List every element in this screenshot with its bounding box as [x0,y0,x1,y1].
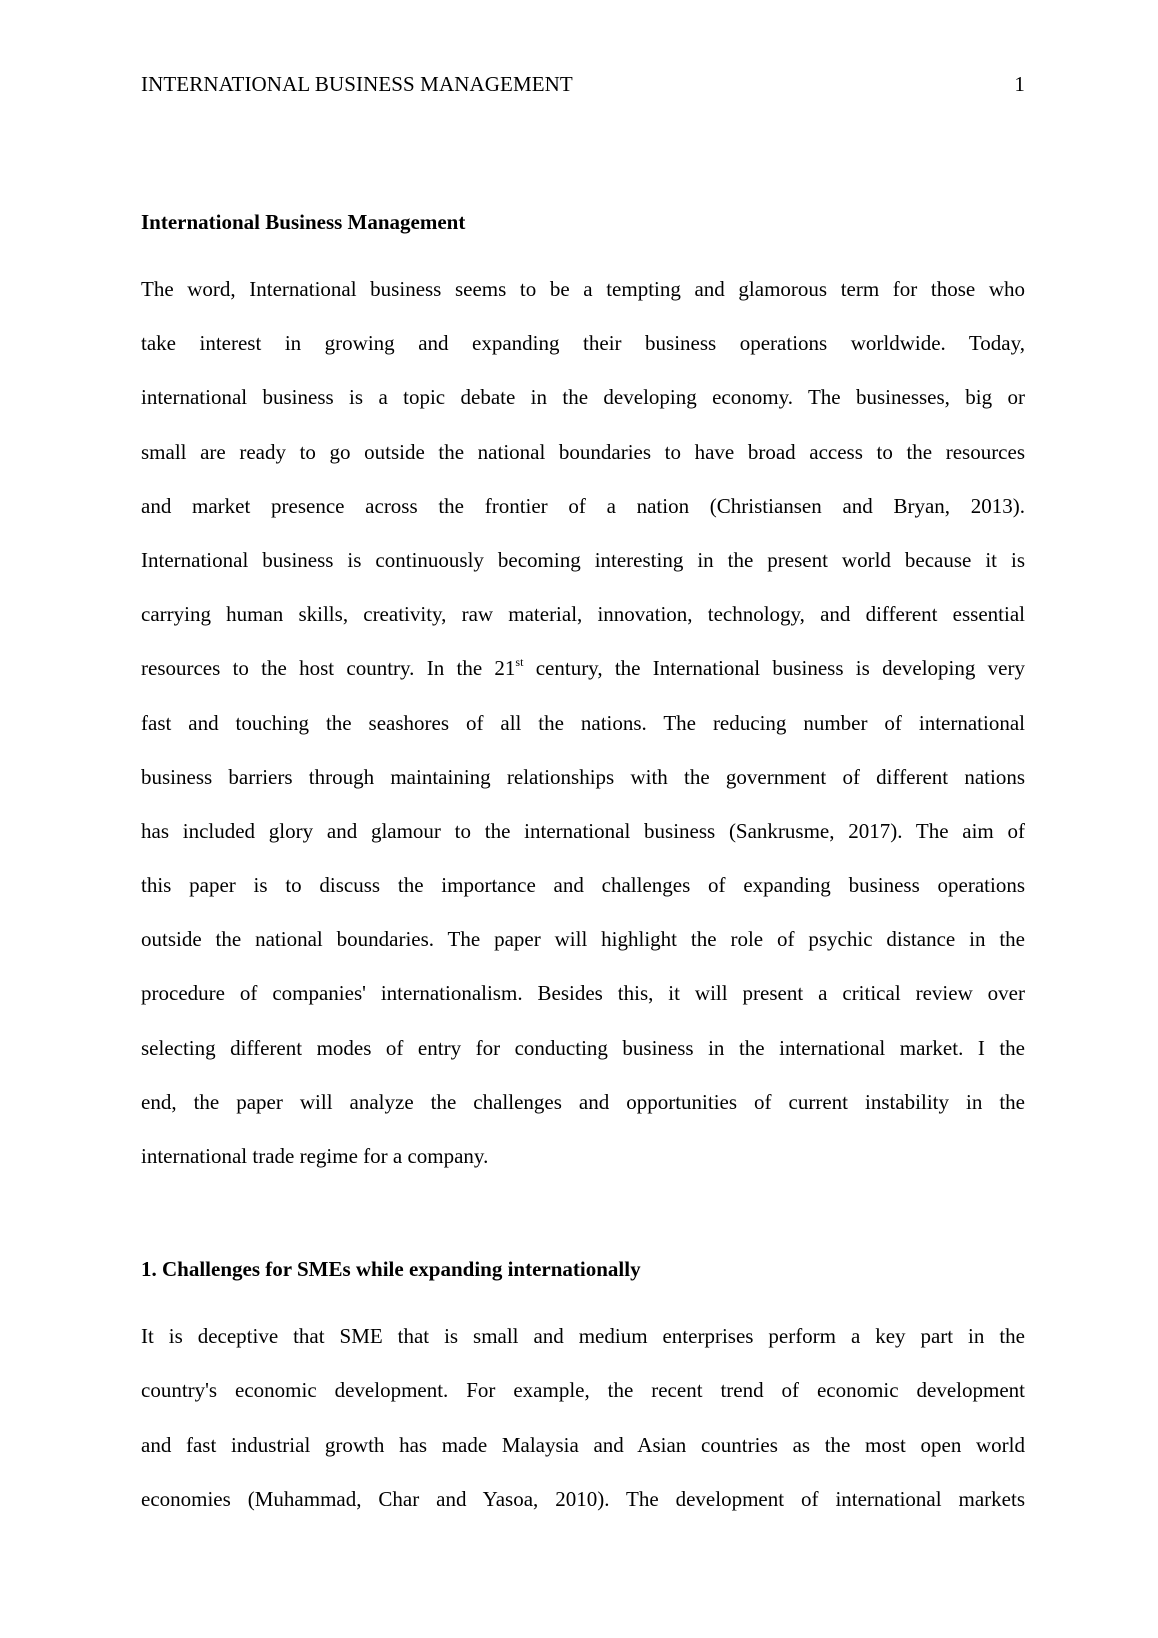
section-heading-introduction: International Business Management [141,210,466,234]
text-fragment: century, the International business is developing very [523,656,1025,681]
text-line: outside the national boundaries. The paper will highlight the role of psychic distance in the [141,927,1025,952]
text-fragment: resources to the host country. In the 21 [141,656,516,681]
running-header [141,70,1025,98]
text-line: has included glory and glamour to the international business (Sankrusme, 2017). The aim of [141,818,1025,843]
text-line: end, the paper will analyze the challenges and opportunities of current instability in the [141,1089,1025,1114]
document-body [141,208,1025,1526]
text-line: this paper is to discuss the importance and challenges of expanding business operations [141,873,1025,898]
paragraph-challenges [141,1309,1025,1526]
text-line: international trade regime for a company. [141,1144,489,1168]
text-line: international business is a topic debate in the developing economy. The businesses, big or [141,385,1025,410]
paragraph-introduction [141,262,1025,1183]
text-line-21st-century [141,641,1025,695]
text-line: It is deceptive that SME that is small and medium enterprises perform a key part in the [141,1324,1025,1349]
page-number: 1 [1014,72,1025,96]
superscript-st: st [515,655,524,670]
running-title: INTERNATIONAL BUSINESS MANAGEMENT [141,72,573,96]
text-line: International business is continuously becoming interesting in the present world because it is [141,547,1025,572]
text-line: fast and touching the seashores of all the nations. The reducing number of international [141,710,1025,735]
text-line: carrying human skills, creativity, raw material, innovation, technology, and different essential [141,602,1025,627]
text-line: economies (Muhammad, Char and Yasoa, 2010). The development of international markets [141,1486,1025,1511]
text-line: The word, International business seems to be a tempting and glamorous term for those who [141,277,1025,301]
text-line: selecting different modes of entry for conducting business in the international market. I the [141,1035,1025,1060]
text-line: procedure of companies' internationalism. Besides this, it will present a critical review over [141,981,1025,1006]
text-line: take interest in growing and expanding their business operations worldwide. Today, [141,331,1025,356]
text-line: and fast industrial growth has made Malaysia and Asian countries as the most open world [141,1432,1025,1457]
text-line: small are ready to go outside the national boundaries to have broad access to the resources [141,439,1025,464]
section-spacer [141,1183,1025,1255]
text-line: business barriers through maintaining relationships with the government of different nations [141,764,1025,789]
text-line: and market presence across the frontier of a nation (Christiansen and Bryan, 2013). [141,493,1025,518]
text-line: country's economic development. For example, the recent trend of economic development [141,1378,1025,1403]
section-heading-challenges: 1. Challenges for SMEs while expanding internationally [141,1257,641,1282]
